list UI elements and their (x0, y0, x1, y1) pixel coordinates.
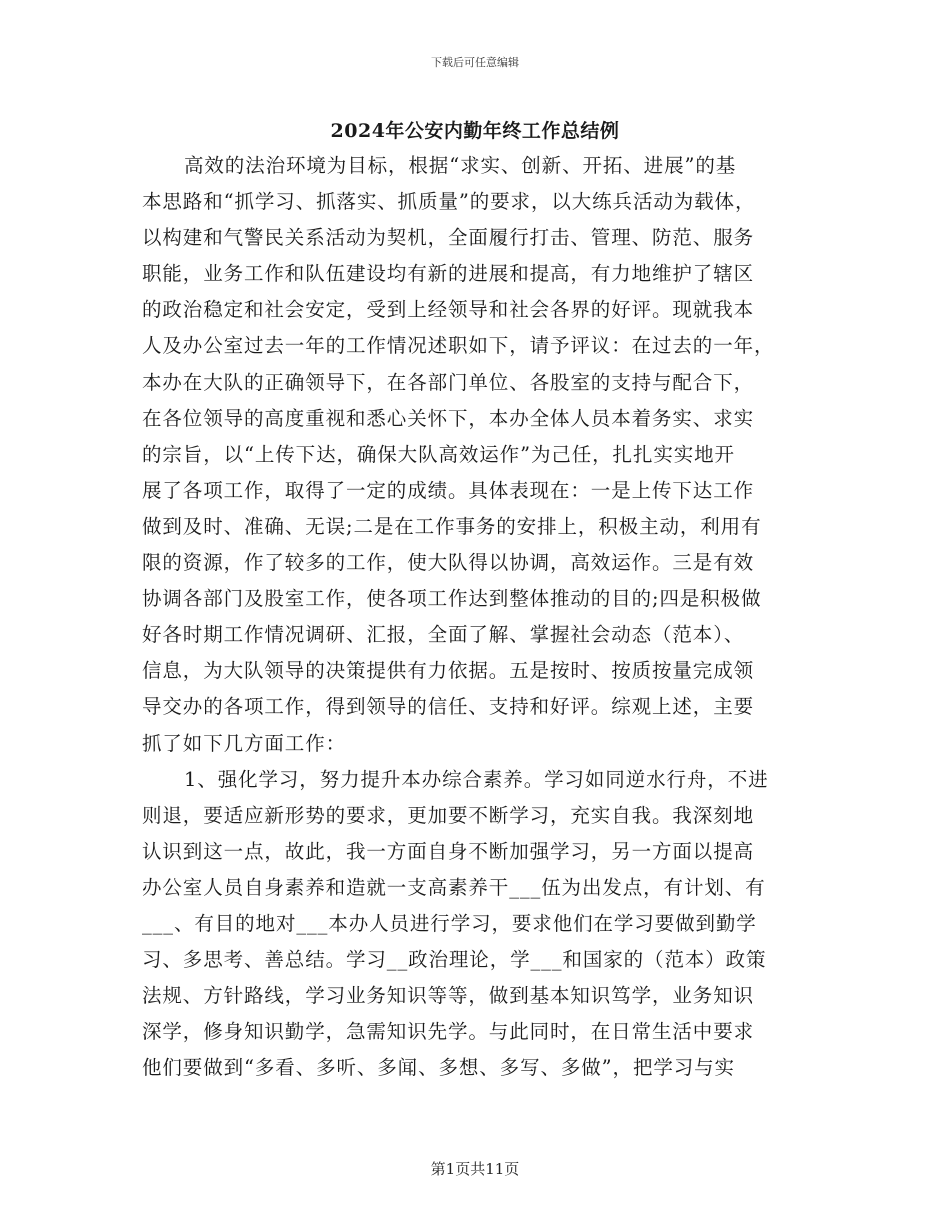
body-line: 展了各项工作，取得了一定的成绩。具体表现在：一是上传下达工作 (142, 478, 755, 502)
body-line: 职能，业务工作和队伍建设均有新的进展和提高，有力地维护了辖区 (142, 262, 755, 286)
body-line: 协调各部门及股室工作，使各项工作达到整体推动的目的;四是积极做 (142, 587, 762, 611)
body-line: 以构建和气警民关系活动为契机，全面履行打击、管理、防范、服务 (142, 226, 755, 250)
body-line: 的宗旨，以“上传下达，确保大队高效运作”为己任，扎扎实实地开 (142, 442, 735, 466)
body-line: 导交办的各项工作，得到领导的信任、支持和好评。综观上述，主要 (142, 695, 755, 719)
page-number: 第1页共11页 (430, 1160, 520, 1178)
body-line: 法规、方针路线，学习业务知识等等，做到基本知识笃学，业务知识 (142, 984, 755, 1008)
body-line: 人及办公室过去一年的工作情况述职如下，请予评议：在过去的一年， (142, 334, 775, 358)
body-line: 信息，为大队领导的决策提供有力依据。五是按时、按质按量完成领 (142, 659, 755, 683)
document-title: 2024年公安内勤年终工作总结例 (330, 120, 620, 142)
body-line: 习、多思考、善总结。学习__政治理论，学___和国家的（范本）政策 (142, 948, 767, 972)
body-line: 在各位领导的高度重视和悉心关怀下，本办全体人员本着务实、求实 (142, 406, 755, 430)
body-line: 他们要做到“多看、多听、多闻、多想、多写、多做”，把学习与实 (142, 1056, 735, 1080)
body-line: 高效的法治环境为目标，根据“求实、创新、开拓、进展”的基 (184, 154, 737, 177)
body-line: 深学，修身知识勤学，急需知识先学。与此同时，在日常生活中要求 (142, 1020, 755, 1044)
body-line: 做到及时、准确、无误;二是在工作事务的安排上，积极主动，利用有 (142, 514, 762, 538)
document-body (142, 148, 810, 1086)
body-line: 本办在大队的正确领导下，在各部门单位、各股室的支持与配合下， (142, 370, 755, 394)
body-line: 本思路和“抓学习、抓落实、抓质量”的要求，以大练兵活动为载体， (142, 190, 756, 214)
body-line: ___、有目的地对___本办人员进行学习，要求他们在学习要做到勤学 (142, 911, 757, 935)
body-line: 限的资源，作了较多的工作，使大队得以协调，高效运作。三是有效 (142, 551, 755, 575)
body-line: 好各时期工作情况调研、汇报，全面了解、掌握社会动态（范本）、 (142, 623, 745, 647)
body-line: 认识到这一点，故此，我一方面自身不断加强学习，另一方面以提高 (142, 839, 755, 863)
body-line: 办公室人员自身素养和造就一支高素养干___伍为出发点，有计划、有 (142, 875, 766, 899)
body-line: 1、强化学习，努力提升本办综合素养。学习如同逆水行舟，不进 (184, 767, 769, 791)
body-line: 则退，要适应新形势的要求，更加要不断学习，充实自我。我深刻地 (142, 803, 755, 827)
page-header-note: 下载后可任意编辑 (431, 56, 519, 69)
body-line: 的政治稳定和社会安定，受到上经领导和社会各界的好评。现就我本 (142, 298, 755, 322)
body-line: 抓了如下几方面工作： (142, 731, 347, 755)
